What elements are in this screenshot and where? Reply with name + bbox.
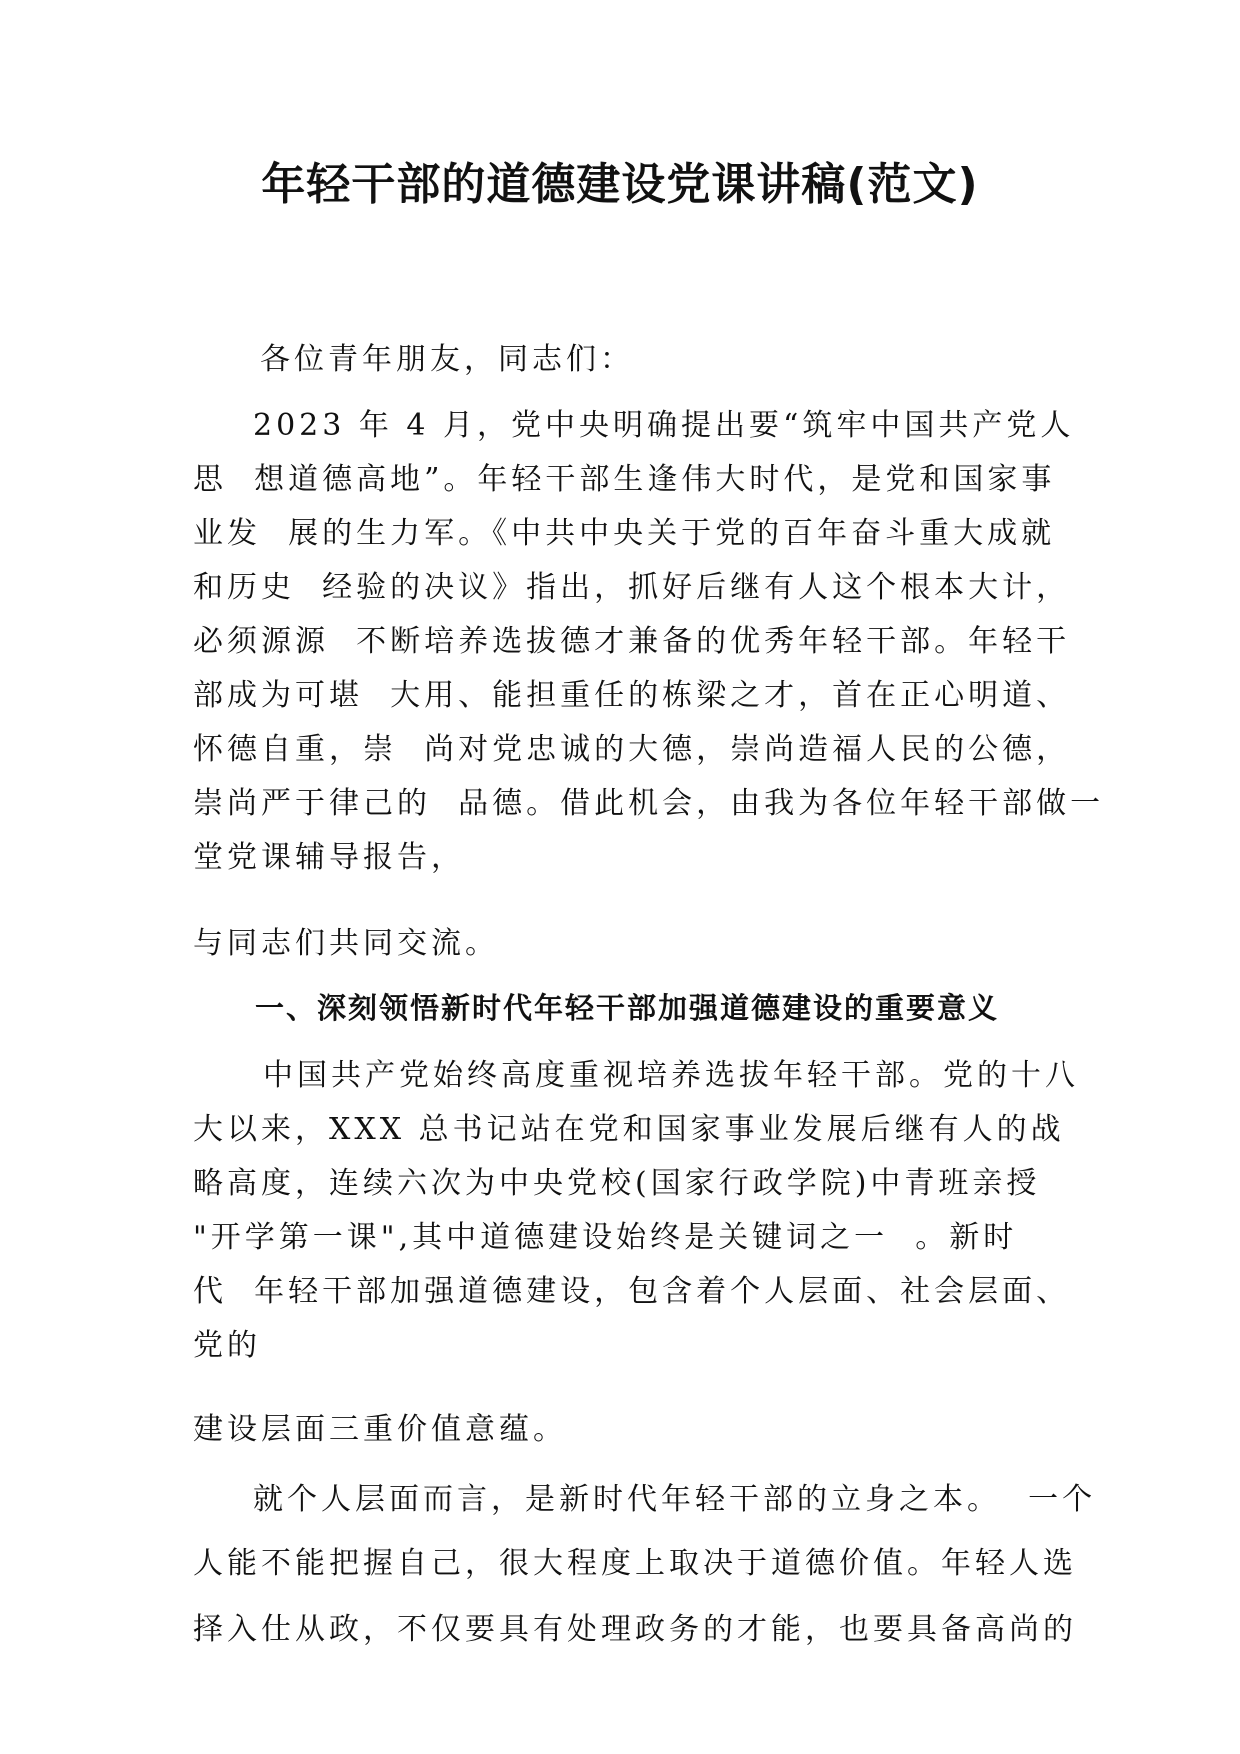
paragraph-line: 就个人层面而言，是新时代年轻干部的立身之本。 一个 [253,1482,1097,1517]
paragraph-line: 崇尚严于律己的 品德。借此机会，由我为各位年轻干部做一 [193,786,1105,821]
paragraph-line: 代 年轻干部加强道德建设，包含着个人层面、社会层面、 [193,1274,1071,1309]
paragraph-line: 必须源源 不断培养选拔德才兼备的优秀年轻干部。年轻干 [193,624,1071,659]
paragraph-line: 与同志们共同交流。 [193,926,499,961]
paragraph-line: 党的 [193,1328,261,1363]
paragraph-line: 大以来，XXX 总书记站在党和国家事业发展后继有人的战 [193,1112,1065,1147]
paragraph-line: 人能不能把握自己，很大程度上取决于道德价值。年轻人选 [193,1546,1077,1581]
document-title: 年轻干部的道德建设党课讲稿(范文) [261,159,979,210]
paragraph-line: 择入仕从政，不仅要具有处理政务的才能，也要具备高尚的 [193,1612,1077,1647]
paragraph-line: 堂党课辅导报告， [193,840,465,875]
paragraph-line: 和历史 经验的决议》指出，抓好后继有人这个根本大计， [193,570,1071,605]
greeting-line: 各位青年朋友，同志们： [260,342,634,377]
paragraph-line: 怀德自重，崇 尚对党忠诚的大德，崇尚造福人民的公德， [193,732,1071,767]
paragraph-line: 业发 展的生力军。《中共中央关于党的百年奋斗重大成就 [193,516,1056,551]
paragraph-line: "开学第一课",其中道德建设始终是关键词之一 。新时 [193,1220,1018,1255]
paragraph-line: 2023 年 4 月，党中央明确提出要“筑牢中国共产党人 [253,408,1075,443]
paragraph-line: 略高度，连续六次为中央党校(国家行政学院)中青班亲授 [193,1166,1041,1201]
paragraph-line: 中国共产党始终高度重视培养选拔年轻干部。党的十八 [263,1058,1079,1093]
paragraph-line: 部成为可堪 大用、能担重任的栋梁之才，首在正心明道、 [193,678,1071,713]
paragraph-line: 思 想道德高地”。年轻干部生逢伟大时代，是党和国家事 [193,462,1056,497]
section-heading: 一、深刻领悟新时代年轻干部加强道德建设的重要意义 [255,991,1000,1025]
paragraph-line: 建设层面三重价值意蕴。 [193,1412,567,1447]
